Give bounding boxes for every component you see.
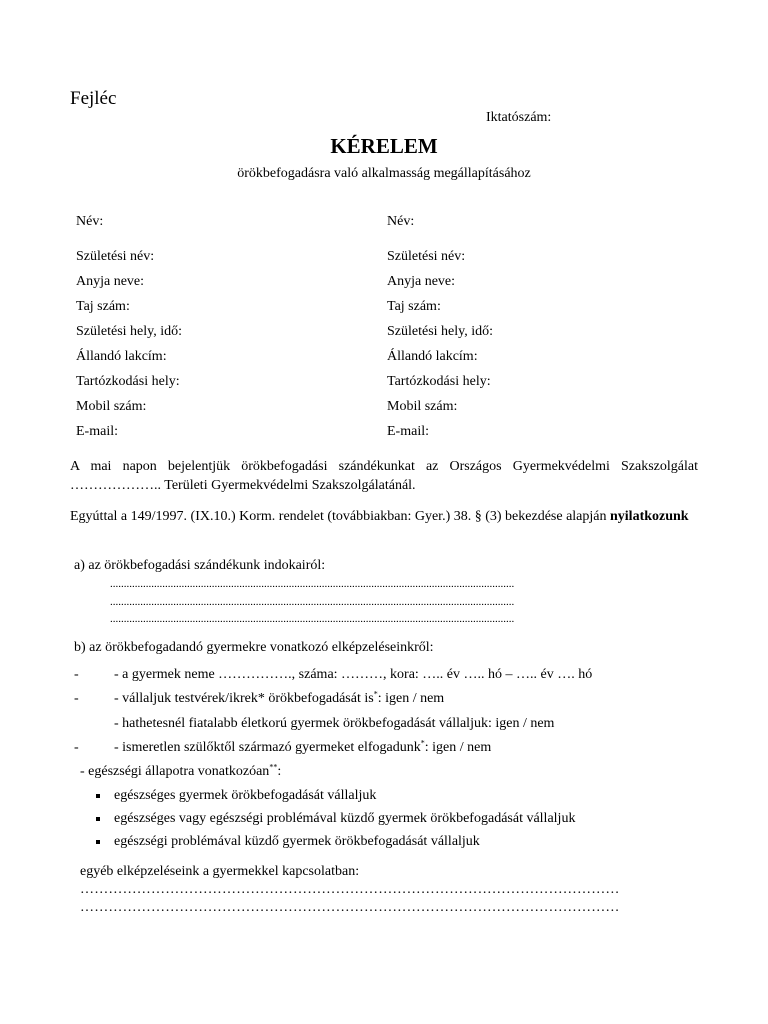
field-label-residence-left: Tartózkodási hely:: [76, 374, 180, 389]
health-option-healthy: [96, 788, 376, 804]
section-a-heading: a) az örökbefogadási szándékunk indokairól:: [74, 558, 326, 573]
field-label-name-left: Név:: [76, 214, 104, 229]
unknown-parents-text: - ismeretlen szülőktől származó gyermeket elfogadunk: [114, 740, 421, 755]
child-gender-age-line: - a gyermek neme ……………., száma: ………, kora: ….. év ….. hó – ….. év …. hó: [114, 667, 593, 682]
field-label-email-right: E-mail:: [387, 424, 429, 439]
field-label-address-right: Állandó lakcím:: [387, 349, 478, 364]
footnote-mark: **: [269, 762, 278, 772]
registration-number-label: Iktatószám:: [486, 110, 552, 125]
field-label-taj-left: Taj szám:: [76, 299, 130, 314]
health-colon: :: [277, 764, 282, 779]
footnote-mark: *: [420, 738, 425, 748]
dotted-fill-line: ...................................................................................................................................................: [110, 578, 515, 590]
field-label-birth-name-left: Születési név:: [76, 249, 155, 264]
siblings-text: - vállaljuk testvérek/ikrek* örökbefogadását is: [114, 691, 374, 706]
field-label-name-right: Név:: [387, 214, 415, 229]
field-label-address-left: Állandó lakcím:: [76, 349, 167, 364]
legal-basis-paragraph: [70, 507, 698, 526]
health-option-problem: [96, 834, 480, 850]
dotted-fill-line: ……………………………………………………………………………………………………: [80, 900, 620, 915]
field-label-birthplace-right: Születési hely, idő:: [387, 324, 494, 339]
health-heading: [80, 764, 281, 780]
unknown-parents-line: [114, 740, 491, 756]
health-text: - egészségi állapotra vonatkozóan: [80, 764, 270, 779]
declaration-keyword: nyilatkozunk: [610, 509, 689, 524]
health-option-text: egészséges gyermek örökbefogadását vállaljuk: [114, 788, 377, 803]
unknown-parents-answer: : igen / nem: [424, 740, 492, 755]
field-label-mobile-right: Mobil szám:: [387, 399, 458, 414]
field-label-residence-right: Tartózkodási hely:: [387, 374, 491, 389]
field-label-mobile-left: Mobil szám:: [76, 399, 147, 414]
health-option-either: [96, 811, 575, 827]
section-b-heading: b) az örökbefogadandó gyermekre vonatkozó elképzeléseinkről:: [74, 640, 434, 655]
bullet-icon: [96, 817, 100, 821]
field-label-taj-right: Taj szám:: [387, 299, 441, 314]
bullet-icon: [96, 794, 100, 798]
field-label-email-left: E-mail:: [76, 424, 118, 439]
declaration-paragraph: A mai napon bejelentjük örökbefogadási szándékunkat az Országos Gyermekvédelmi Szakszolgálat ……………….. Területi Gyermekvédelmi Szakszolgálatánál.: [70, 459, 698, 493]
document-subtitle: örökbefogadásra való alkalmasság megállapításához: [237, 166, 531, 181]
health-option-text: egészségi problémával küzdő gyermek örökbefogadását vállaljuk: [114, 834, 480, 849]
dotted-fill-line: ……………………………………………………………………………………………………: [80, 882, 620, 897]
field-label-mother-name-right: Anyja neve:: [387, 274, 456, 289]
field-label-birthplace-left: Születési hely, idő:: [76, 324, 183, 339]
list-dash: -: [74, 667, 79, 682]
footnote-mark: *: [373, 689, 378, 699]
document-title: KÉRELEM: [330, 134, 438, 158]
dotted-fill-line: ...................................................................................................................................................: [110, 613, 515, 625]
siblings-answer: : igen / nem: [377, 691, 445, 706]
infant-line: - hathetesnél fiatalabb életkorú gyermek örökbefogadását vállaljuk: igen / nem: [114, 716, 555, 731]
legal-basis-text: Egyúttal a 149/1997. (IX.10.) Korm. rendelet (továbbiakban: Gyer.) 38. § (3) bekezdése alapján: [70, 509, 607, 524]
list-dash: -: [74, 691, 79, 706]
field-label-mother-name-left: Anyja neve:: [76, 274, 145, 289]
siblings-line: [114, 691, 444, 707]
page-header: Fejléc: [70, 88, 117, 109]
field-label-birth-name-right: Születési név:: [387, 249, 466, 264]
bullet-icon: [96, 840, 100, 844]
other-ideas-label: egyéb elképzeléseink a gyermekkel kapcsolatban:: [80, 864, 360, 879]
dotted-fill-line: ...................................................................................................................................................: [110, 596, 515, 608]
health-option-text: egészséges vagy egészségi problémával küzdő gyermek örökbefogadását vállaljuk: [114, 811, 576, 826]
list-dash: -: [74, 740, 79, 755]
